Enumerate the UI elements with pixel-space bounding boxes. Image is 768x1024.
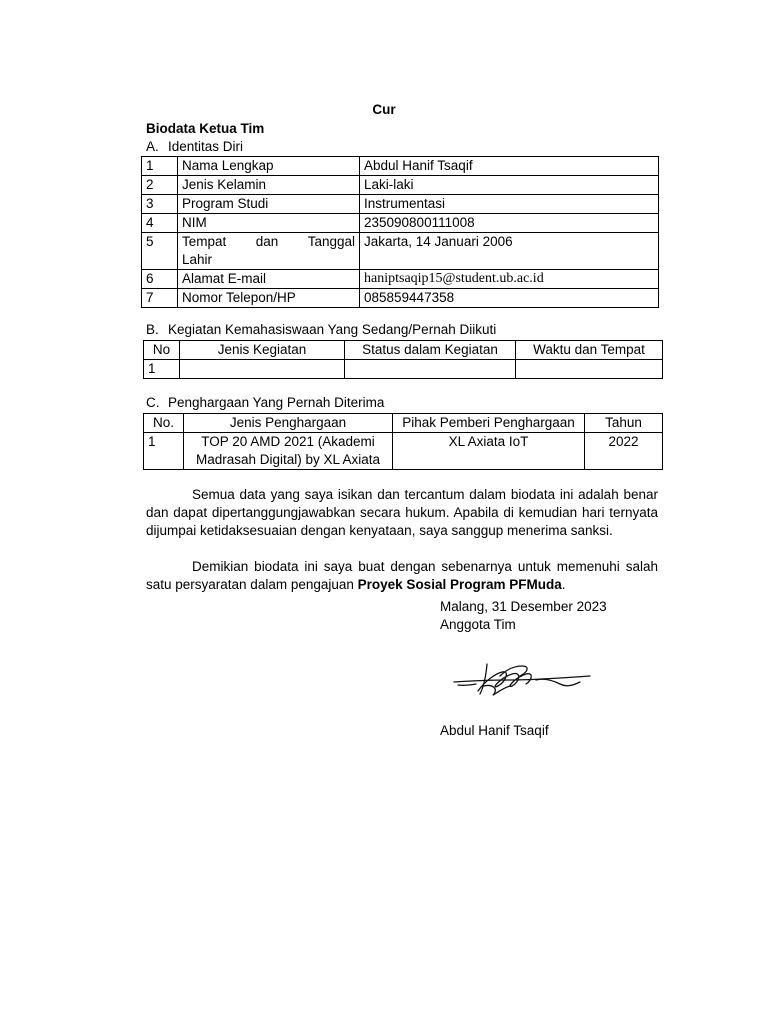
table-row	[142, 176, 659, 195]
award-year-cell: 2022	[585, 433, 663, 470]
signer-role: Anggota Tim	[440, 617, 516, 632]
field-label: Alamat E-mail	[178, 270, 360, 289]
field-value: 085859447358	[360, 289, 659, 308]
table-row	[142, 157, 659, 176]
document-title: Cur	[372, 102, 396, 117]
row-number: 7	[142, 289, 178, 308]
row-number: 6	[142, 270, 178, 289]
email-value: haniptsaqip15@student.ub.ac.id	[360, 270, 659, 289]
statement-paragraph-2: Demikian biodata ini saya buat dengan sebenarnya untuk memenuhi salah satu persyaratan dalam pengajuan Proyek Sosial Program PFMuda.	[146, 559, 658, 592]
column-header: No	[144, 341, 180, 360]
row-number: 2	[142, 176, 178, 195]
field-value: 235090800111008	[360, 214, 659, 233]
place-date: Malang, 31 Desember 2023	[440, 599, 607, 614]
column-header: No.	[144, 414, 184, 433]
table-row	[142, 195, 659, 214]
field-value: Jakarta, 14 Januari 2006	[360, 233, 659, 270]
table-row	[142, 270, 659, 289]
field-value: Laki-laki	[360, 176, 659, 195]
column-header: Pihak Pemberi Penghargaan	[393, 414, 585, 433]
table-row	[142, 214, 659, 233]
awards-table	[143, 413, 663, 470]
section-b-label: B. Kegiatan Kemahasiswaan Yang Sedang/Pernah Diikuti	[146, 322, 497, 337]
program-name: Proyek Sosial Program PFMuda	[357, 577, 562, 592]
table-row	[142, 233, 659, 270]
row-number: 1	[144, 433, 184, 470]
biodata-heading: Biodata Ketua Tim	[146, 121, 265, 136]
award-type-cell: TOP 20 AMD 2021 (Akademi Madrasah Digital) by XL Axiata	[184, 433, 393, 470]
field-label-line1: Tempat dan Tanggal	[182, 234, 355, 249]
field-value: Abdul Hanif Tsaqif	[360, 157, 659, 176]
signer-name: Abdul Hanif Tsaqif	[440, 723, 549, 738]
row-number: 3	[142, 195, 178, 214]
field-label-line2: Lahir	[182, 252, 213, 267]
activity-cell	[180, 360, 345, 379]
field-value: Instrumentasi	[360, 195, 659, 214]
table-row	[144, 360, 663, 379]
row-number: 4	[142, 214, 178, 233]
identity-table	[141, 156, 659, 308]
section-a-label: A. Identitas Diri	[146, 139, 244, 154]
award-giver-cell: XL Axiata IoT	[393, 433, 585, 470]
table-header-row	[144, 341, 663, 360]
column-header: Jenis Kegiatan	[180, 341, 345, 360]
field-label: Nomor Telepon/HP	[178, 289, 360, 308]
table-row	[144, 433, 663, 470]
statement-paragraph-1: Semua data yang saya isikan dan tercantum dalam biodata ini adalah benar dan dapat dipertanggungjawabkan secara hukum. Apabila di kemudian hari ternyata dijumpai ketidaksesuaian dengan kenyataan, saya sanggup menerima sanksi.	[146, 487, 658, 538]
column-header: Waktu dan Tempat	[516, 341, 663, 360]
status-cell	[345, 360, 516, 379]
row-number: 1	[142, 157, 178, 176]
section-c-label: C. Penghargaan Yang Pernah Diterima	[146, 395, 385, 410]
field-label: Nama Lengkap	[178, 157, 360, 176]
table-header-row	[144, 414, 663, 433]
column-header: Status dalam Kegiatan	[345, 341, 516, 360]
field-label: NIM	[178, 214, 360, 233]
field-label: Program Studi	[178, 195, 360, 214]
row-number: 1	[144, 360, 180, 379]
table-row	[142, 289, 659, 308]
field-label	[178, 233, 360, 270]
handwritten-signature	[440, 636, 595, 716]
field-label: Jenis Kelamin	[178, 176, 360, 195]
time-place-cell	[516, 360, 663, 379]
column-header: Jenis Penghargaan	[184, 414, 393, 433]
activities-table	[143, 340, 663, 379]
column-header: Tahun	[585, 414, 663, 433]
row-number: 5	[142, 233, 178, 270]
